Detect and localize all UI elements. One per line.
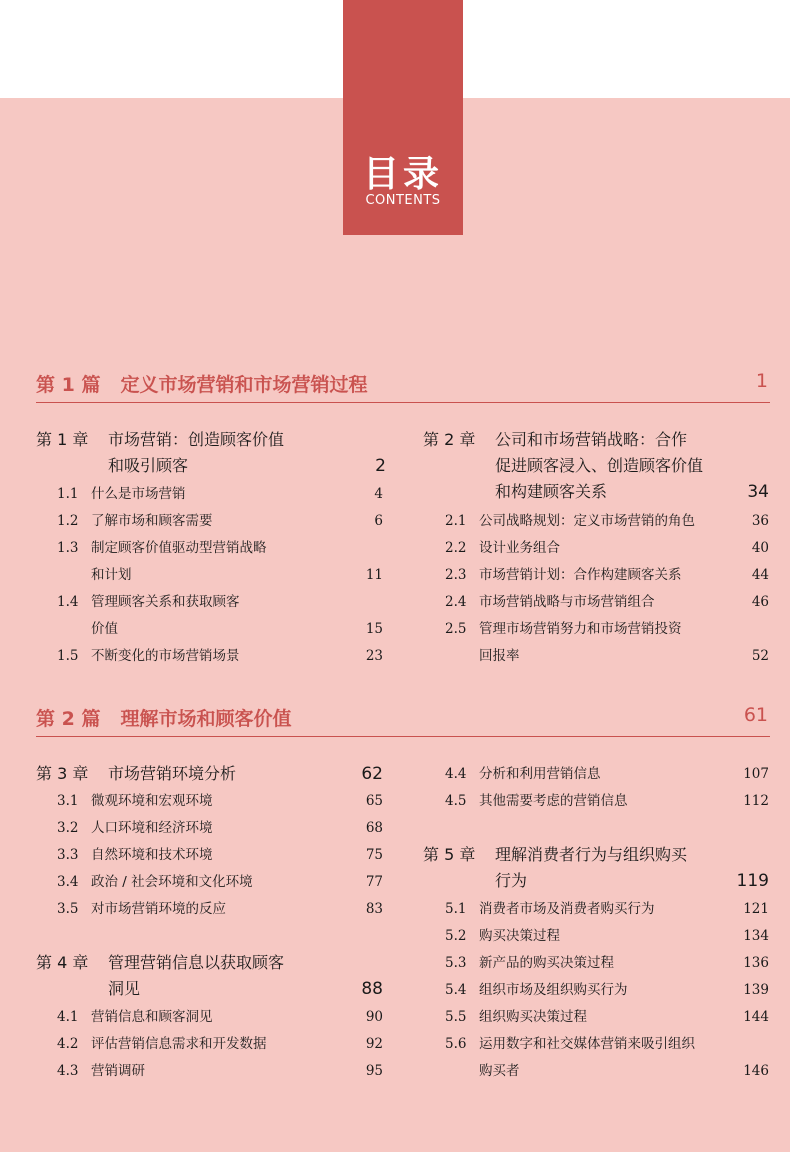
section-page: 144 (743, 1009, 769, 1025)
part-title: 理解市场和顾客价值 (120, 708, 292, 730)
section-title: 购买决策过程 (479, 928, 560, 944)
part-label: 第 1 篇 (36, 374, 101, 396)
section-title: 自然环境和技术环境 (91, 847, 213, 863)
section-5-4[interactable] (445, 977, 769, 1003)
section-number: 4.5 (445, 793, 467, 809)
chapter-4-entry[interactable] (36, 950, 383, 1002)
chapter-page: 62 (361, 764, 383, 784)
chapter-title-line2: 行为 (495, 871, 528, 890)
section-number: 4.4 (445, 766, 467, 782)
section-5-6-cont[interactable] (479, 1058, 769, 1084)
page-subtitle: CONTENTS (365, 193, 441, 208)
section-5-1[interactable] (445, 896, 769, 922)
section-number: 4.1 (57, 1009, 79, 1025)
section-number: 1.1 (57, 486, 79, 502)
section-title: 制定顾客价值驱动型营销战略 (91, 540, 267, 556)
section-title: 管理顾客关系和获取顾客 (91, 594, 240, 610)
section-4-2[interactable] (57, 1031, 383, 1057)
part-heading-1[interactable] (36, 368, 770, 403)
page-title: 目录 (362, 154, 443, 195)
section-2-1[interactable] (445, 508, 769, 534)
section-1-1[interactable] (57, 481, 383, 507)
section-title-cont: 购买者 (479, 1063, 520, 1079)
section-title: 消费者市场及消费者购买行为 (479, 901, 655, 917)
section-2-3[interactable] (445, 562, 769, 588)
section-title: 组织购买决策过程 (479, 1009, 587, 1025)
section-title: 人口环境和经济环境 (91, 820, 213, 836)
section-4-3[interactable] (57, 1058, 383, 1084)
section-1-4-cont[interactable] (91, 616, 383, 642)
section-number: 5.4 (445, 982, 467, 998)
section-page: 40 (751, 540, 769, 556)
section-title-cont: 和计划 (91, 567, 132, 583)
chapter-title-line1: 管理营销信息以获取顾客 (108, 953, 285, 972)
section-title-cont: 回报率 (479, 648, 520, 664)
section-title: 市场营销战略与市场营销组合 (479, 594, 655, 610)
section-page: 121 (743, 901, 769, 917)
section-title: 管理市场营销努力和市场营销投资 (479, 621, 682, 637)
section-number: 1.3 (57, 540, 79, 556)
section-4-1[interactable] (57, 1004, 383, 1030)
section-page: 75 (365, 847, 383, 863)
section-number: 5.3 (445, 955, 467, 971)
section-page: 134 (743, 928, 769, 944)
section-page: 52 (751, 648, 769, 664)
section-title: 评估营销信息需求和开发数据 (91, 1036, 267, 1052)
chapter-number: 第 5 章 (423, 845, 476, 864)
section-number: 3.2 (57, 820, 79, 836)
section-page: 146 (743, 1063, 769, 1079)
section-title: 营销调研 (91, 1063, 145, 1079)
section-1-5[interactable] (57, 643, 383, 669)
chapter-2-entry[interactable] (423, 427, 769, 505)
section-number: 1.4 (57, 594, 79, 610)
section-number: 3.3 (57, 847, 79, 863)
section-number: 5.2 (445, 928, 467, 944)
section-number: 4.2 (57, 1036, 79, 1052)
section-number: 2.3 (445, 567, 467, 583)
section-number: 3.4 (57, 874, 79, 890)
section-title: 微观环境和宏观环境 (91, 793, 213, 809)
section-page: 107 (743, 766, 769, 782)
chapter-title-line2: 促进顾客浸入、创造顾客价值 (495, 456, 704, 475)
section-page: 136 (743, 955, 769, 971)
section-number: 2.5 (445, 621, 467, 637)
section-page: 23 (365, 648, 383, 664)
chapter-5-entry[interactable] (423, 842, 769, 894)
section-page: 4 (374, 486, 383, 502)
section-page: 6 (374, 513, 383, 529)
section-1-3[interactable] (57, 535, 383, 561)
part-label: 第 2 篇 (36, 708, 101, 730)
section-number: 3.1 (57, 793, 79, 809)
section-page: 90 (365, 1009, 383, 1025)
section-5-6[interactable] (445, 1031, 769, 1057)
chapter-title-line1: 市场营销环境分析 (108, 764, 237, 783)
part-title: 定义市场营销和市场营销过程 (120, 374, 368, 396)
section-5-5[interactable] (445, 1004, 769, 1030)
section-page: 44 (751, 567, 769, 583)
section-title: 什么是市场营销 (91, 486, 186, 502)
chapter-number: 第 4 章 (36, 953, 89, 972)
section-3-4[interactable] (57, 869, 383, 895)
chapter-1-entry[interactable] (36, 427, 386, 479)
section-number: 5.1 (445, 901, 467, 917)
section-title-cont: 价值 (91, 621, 118, 637)
chapter-title-line2: 和吸引顾客 (108, 456, 189, 475)
part-page: 1 (755, 370, 768, 392)
contents-title-box (343, 0, 463, 235)
chapter-page: 2 (375, 456, 386, 476)
section-number: 4.3 (57, 1063, 79, 1079)
section-page: 65 (365, 793, 383, 809)
chapter-number: 第 3 章 (36, 764, 89, 783)
section-title: 市场营销计划：合作构建顾客关系 (479, 567, 682, 583)
section-4-5[interactable] (445, 788, 769, 814)
section-title: 政治 / 社会环境和文化环境 (91, 874, 253, 890)
chapter-number: 第 1 章 (36, 430, 89, 449)
section-number: 2.2 (445, 540, 467, 556)
section-number: 5.6 (445, 1036, 467, 1052)
section-page: 77 (365, 874, 383, 890)
chapter-page: 34 (747, 482, 769, 502)
section-number: 1.2 (57, 513, 79, 529)
section-page: 36 (751, 513, 769, 529)
section-1-2[interactable] (57, 508, 383, 534)
section-5-3[interactable] (445, 950, 769, 976)
section-title: 其他需要考虑的营销信息 (479, 793, 628, 809)
section-title: 设计业务组合 (479, 540, 560, 556)
section-title: 组织市场及组织购买行为 (479, 982, 628, 998)
section-page: 83 (365, 901, 383, 917)
section-title: 新产品的购买决策过程 (479, 955, 614, 971)
chapter-title-line1: 公司和市场营销战略：合作 (495, 430, 688, 449)
section-number: 3.5 (57, 901, 79, 917)
part-heading-2[interactable] (36, 702, 770, 737)
section-3-3[interactable] (57, 842, 383, 868)
section-2-2[interactable] (445, 535, 769, 561)
section-title: 营销信息和顾客洞见 (91, 1009, 213, 1025)
section-number: 5.5 (445, 1009, 467, 1025)
section-title: 公司战略规划：定义市场营销的角色 (479, 513, 695, 529)
section-page: 15 (365, 621, 383, 637)
section-2-5-cont[interactable] (479, 643, 769, 669)
section-page: 46 (751, 594, 769, 610)
section-1-4[interactable] (57, 589, 383, 615)
section-page: 139 (743, 982, 769, 998)
section-3-2[interactable] (57, 815, 383, 841)
section-4-4[interactable] (445, 761, 769, 787)
section-2-5[interactable] (445, 616, 769, 642)
chapter-page: 88 (361, 979, 383, 999)
section-title: 了解市场和顾客需要 (91, 513, 213, 529)
section-title: 不断变化的市场营销场景 (91, 648, 240, 664)
section-number: 2.1 (445, 513, 467, 529)
section-title: 分析和利用营销信息 (479, 766, 601, 782)
section-5-2[interactable] (445, 923, 769, 949)
chapter-title-line1: 理解消费者行为与组织购买 (495, 845, 688, 864)
chapter-page: 119 (736, 871, 769, 891)
section-1-3-cont[interactable] (91, 562, 383, 588)
chapter-number: 第 2 章 (423, 430, 476, 449)
section-title: 对市场营销环境的反应 (91, 901, 226, 917)
section-page: 11 (365, 567, 383, 583)
section-title: 运用数字和社交媒体营销来吸引组织 (479, 1036, 695, 1052)
section-number: 1.5 (57, 648, 79, 664)
section-2-4[interactable] (445, 589, 769, 615)
chapter-3-entry[interactable] (36, 761, 383, 787)
section-page: 68 (365, 820, 383, 836)
chapter-title-line1: 市场营销：创造顾客价值 (108, 430, 285, 449)
section-page: 95 (365, 1063, 383, 1079)
chapter-title-line3: 和构建顾客关系 (495, 482, 608, 501)
section-3-5[interactable] (57, 896, 383, 922)
section-number: 2.4 (445, 594, 467, 610)
section-3-1[interactable] (57, 788, 383, 814)
part-page: 61 (743, 704, 768, 726)
section-page: 92 (365, 1036, 383, 1052)
section-page: 112 (743, 793, 769, 809)
chapter-title-line2: 洞见 (108, 979, 141, 998)
